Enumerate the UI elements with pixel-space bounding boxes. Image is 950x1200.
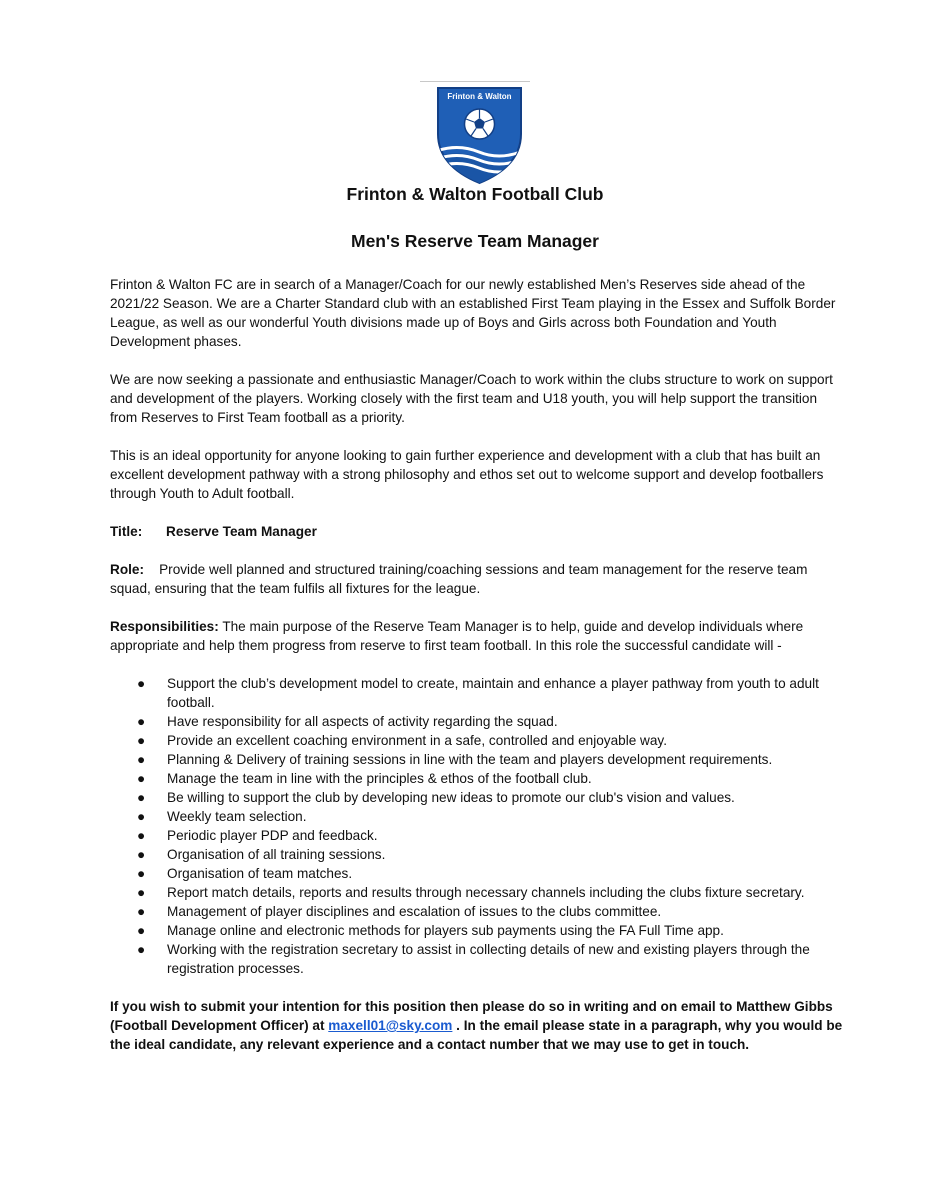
list-item-text: Organisation of all training sessions.: [167, 847, 386, 862]
list-item-text: Manage online and electronic methods for players sub payments using the FA Full Time app.: [167, 923, 724, 938]
bullet-icon: ●: [137, 923, 146, 938]
intro-paragraph: Frinton & Walton FC are in search of a Manager/Coach for our newly established Men’s Reserves side ahead of the 2021/22 Season. We are a Charter Standard club with an established First Team playing in the Essex and Suffolk Border League, as well as our wonderful Youth divisions made up of Boys and Girls across both Foundation and Youth Development phases.: [110, 277, 836, 349]
role-text: Provide well planned and structured training/coaching sessions and team management for the reserve team squad, ensuring that the team fulfils all fixtures for the league.: [110, 562, 808, 596]
list-item-text: Manage the team in line with the principles & ethos of the football club.: [167, 771, 592, 786]
list-item-text: Organisation of team matches.: [167, 866, 353, 881]
bullet-icon: ●: [137, 942, 146, 957]
bullet-icon: ●: [137, 771, 146, 786]
club-name-heading: Frinton & Walton Football Club: [346, 184, 604, 204]
list-item-text: Periodic player PDP and feedback.: [167, 828, 378, 843]
bullet-icon: ●: [137, 733, 146, 748]
list-item-text: Weekly team selection.: [167, 809, 307, 824]
list-item-text: Planning & Delivery of training sessions in line with the team and players development requirements.: [167, 752, 773, 767]
document-title: Men's Reserve Team Manager: [351, 231, 599, 251]
list-item: [110, 712, 845, 731]
email-link[interactable]: maxell01@sky.com: [328, 1018, 453, 1033]
list-item: [110, 826, 845, 845]
crest-text: Frinton & Walton: [447, 92, 512, 101]
intro-paragraph: This is an ideal opportunity for anyone looking to gain further experience and development with a club that has built an excellent development pathway with a strong philosophy and ethos set out to welcome support and develop footballers through Youth to Adult football.: [110, 448, 824, 501]
bullet-icon: ●: [137, 828, 146, 843]
list-item-text: Have responsibility for all aspects of activity regarding the squad.: [167, 714, 558, 729]
bullet-icon: ●: [137, 847, 146, 862]
bullet-icon: ●: [137, 676, 146, 691]
responsibilities-list: [110, 674, 845, 978]
list-item: [110, 883, 845, 902]
list-item-text: Working with the registration secretary to assist in collecting details of new and existing players through the registration processes.: [167, 942, 810, 976]
list-item-text: Provide an excellent coaching environment in a safe, controlled and enjoyable way.: [167, 733, 668, 748]
list-item: [110, 940, 845, 978]
list-item: [110, 864, 845, 883]
list-item-text: Support the club’s development model to create, maintain and enhance a player pathway from youth to adult football.: [167, 676, 819, 710]
job-title-value: Reserve Team Manager: [166, 524, 317, 539]
list-item-text: Management of player disciplines and escalation of issues to the clubs committee.: [167, 904, 662, 919]
list-item: [110, 788, 845, 807]
list-item-text: Be willing to support the club by developing new ideas to promote our club's vision and values.: [167, 790, 735, 805]
list-item: [110, 807, 845, 826]
list-item: [110, 845, 845, 864]
list-item: [110, 769, 845, 788]
list-item: [110, 902, 845, 921]
bullet-icon: ●: [137, 790, 146, 805]
closing-text-end: . In the email please state in a paragraph, why you would be the ideal candidate, any relevant experience and a contact number that we may use to get in touch.: [110, 1018, 843, 1052]
list-item: [110, 921, 845, 940]
bullet-icon: ●: [137, 866, 146, 881]
football-icon: [465, 109, 495, 139]
document-body: [110, 275, 845, 1073]
role-label: Role:: [110, 562, 144, 577]
list-item: [110, 674, 845, 712]
bullet-icon: ●: [137, 752, 146, 767]
club-crest-logo: [432, 84, 527, 185]
bullet-icon: ●: [137, 885, 146, 900]
list-item: [110, 750, 845, 769]
bullet-icon: ●: [137, 714, 146, 729]
responsibilities-paragraph: [110, 617, 845, 655]
responsibilities-label: Responsibilities:: [110, 619, 219, 634]
closing-paragraph: [110, 997, 845, 1054]
job-title-label: Title:: [110, 524, 143, 539]
header-rule: [420, 81, 530, 82]
job-title-line: [110, 522, 845, 541]
responsibilities-intro: The main purpose of the Reserve Team Manager is to help, guide and develop individuals where appropriate and help them progress from reserve to first team football. In this role the successful candidate will -: [110, 619, 804, 653]
intro-paragraph: We are now seeking a passionate and enthusiastic Manager/Coach to work within the clubs structure to work on support and development of the players. Working closely with the first team and U18 youth, you will help support the transition from Reserves to First Team football as a priority.: [110, 372, 833, 425]
bullet-icon: ●: [137, 809, 146, 824]
list-item: [110, 731, 845, 750]
list-item-text: Report match details, reports and results through necessary channels including the clubs fixture secretary.: [167, 885, 805, 900]
role-paragraph: [110, 560, 845, 598]
closing-text: If you wish to submit your intention for this position then please do so in writing and on email to Matthew Gibbs (Football Development Officer) at: [110, 999, 833, 1033]
bullet-icon: ●: [137, 904, 146, 919]
